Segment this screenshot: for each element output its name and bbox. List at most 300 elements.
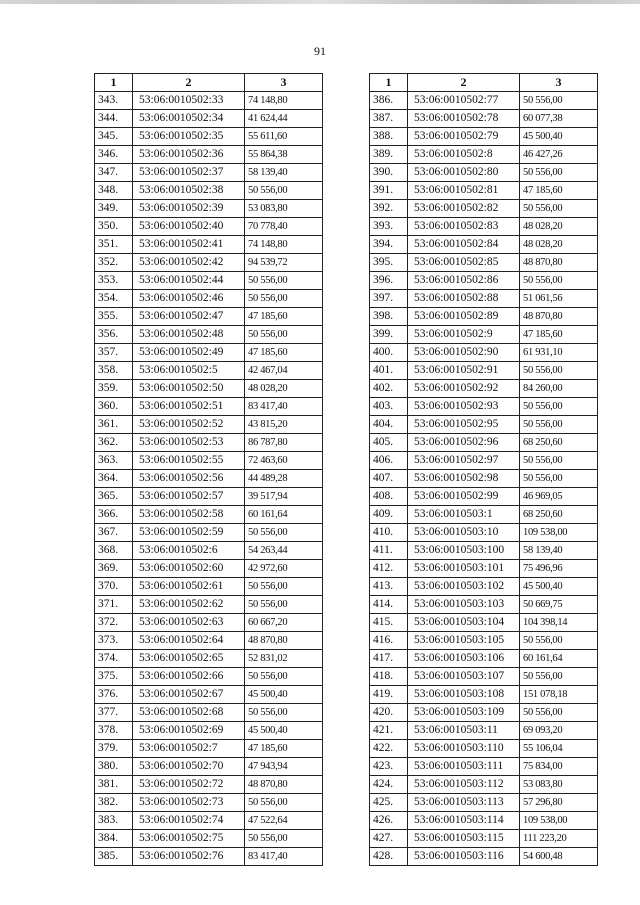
cadastral-number: 53:06:0010503:104 — [408, 614, 520, 632]
row-number: 414. — [370, 596, 408, 614]
value: 47 522,64 — [245, 812, 323, 830]
row-number: 393. — [370, 218, 408, 236]
value: 47 185,60 — [245, 344, 323, 362]
cadastral-number: 53:06:0010502:78 — [408, 110, 520, 128]
row-number: 418. — [370, 668, 408, 686]
cadastral-number: 53:06:0010502:59 — [133, 524, 245, 542]
value: 50 556,00 — [245, 326, 323, 344]
cadastral-number: 53:06:0010502:69 — [133, 722, 245, 740]
value: 41 624,44 — [245, 110, 323, 128]
table-row — [95, 578, 323, 596]
row-number: 385. — [95, 848, 133, 866]
row-number: 367. — [95, 524, 133, 542]
table-row — [370, 326, 598, 344]
table-row — [95, 362, 323, 380]
cadastral-number: 53:06:0010502:47 — [133, 308, 245, 326]
table-row — [370, 488, 598, 506]
table-row — [370, 686, 598, 704]
cadastral-number: 53:06:0010503:113 — [408, 794, 520, 812]
cadastral-number: 53:06:0010502:55 — [133, 452, 245, 470]
table-row — [370, 812, 598, 830]
left-table — [94, 73, 323, 866]
table-row — [370, 614, 598, 632]
value: 54 600,48 — [520, 848, 598, 866]
value: 43 815,20 — [245, 416, 323, 434]
row-number: 365. — [95, 488, 133, 506]
row-number: 411. — [370, 542, 408, 560]
row-number: 391. — [370, 182, 408, 200]
cadastral-number: 53:06:0010503:115 — [408, 830, 520, 848]
row-number: 353. — [95, 272, 133, 290]
table-row — [370, 308, 598, 326]
cadastral-number: 53:06:0010502:8 — [408, 146, 520, 164]
row-number: 419. — [370, 686, 408, 704]
table-row — [95, 128, 323, 146]
value: 58 139,40 — [245, 164, 323, 182]
cadastral-number: 53:06:0010502:48 — [133, 326, 245, 344]
table-row — [370, 578, 598, 596]
value: 55 864,38 — [245, 146, 323, 164]
row-number: 363. — [95, 452, 133, 470]
table-row — [370, 92, 598, 110]
table-row — [95, 308, 323, 326]
table-row — [95, 488, 323, 506]
value: 48 028,20 — [520, 236, 598, 254]
table-row — [95, 740, 323, 758]
cadastral-number: 53:06:0010502:93 — [408, 398, 520, 416]
table-row — [95, 614, 323, 632]
cadastral-number: 53:06:0010503:108 — [408, 686, 520, 704]
cadastral-number: 53:06:0010502:85 — [408, 254, 520, 272]
value: 50 669,75 — [520, 596, 598, 614]
table-row — [95, 92, 323, 110]
value: 68 250,60 — [520, 506, 598, 524]
row-number: 372. — [95, 614, 133, 632]
row-number: 405. — [370, 434, 408, 452]
header-col-1: 1 — [370, 74, 408, 92]
value: 42 972,60 — [245, 560, 323, 578]
row-number: 375. — [95, 668, 133, 686]
cadastral-number: 53:06:0010502:62 — [133, 596, 245, 614]
row-number: 376. — [95, 686, 133, 704]
row-number: 396. — [370, 272, 408, 290]
row-number: 420. — [370, 704, 408, 722]
table-row — [370, 164, 598, 182]
cadastral-number: 53:06:0010502:42 — [133, 254, 245, 272]
table-row — [95, 236, 323, 254]
header-row — [95, 74, 323, 92]
table-row — [370, 416, 598, 434]
table-row — [370, 146, 598, 164]
row-number: 356. — [95, 326, 133, 344]
cadastral-number: 53:06:0010503:109 — [408, 704, 520, 722]
cadastral-number: 53:06:0010502:66 — [133, 668, 245, 686]
cadastral-number: 53:06:0010502:95 — [408, 416, 520, 434]
table-row — [95, 398, 323, 416]
value: 48 870,80 — [245, 776, 323, 794]
table-row — [95, 146, 323, 164]
value: 69 093,20 — [520, 722, 598, 740]
cadastral-number: 53:06:0010502:58 — [133, 506, 245, 524]
table-row — [95, 434, 323, 452]
cadastral-number: 53:06:0010502:33 — [133, 92, 245, 110]
value: 46 427,26 — [520, 146, 598, 164]
row-number: 421. — [370, 722, 408, 740]
table-row — [95, 542, 323, 560]
cadastral-number: 53:06:0010502:79 — [408, 128, 520, 146]
cadastral-number: 53:06:0010502:70 — [133, 758, 245, 776]
value: 46 969,05 — [520, 488, 598, 506]
row-number: 380. — [95, 758, 133, 776]
value: 54 263,44 — [245, 542, 323, 560]
page-number: 91 — [314, 44, 326, 58]
table-row — [370, 560, 598, 578]
cadastral-number: 53:06:0010502:91 — [408, 362, 520, 380]
table-row — [370, 254, 598, 272]
row-number: 415. — [370, 614, 408, 632]
value: 109 538,00 — [520, 524, 598, 542]
value: 52 831,02 — [245, 650, 323, 668]
cadastral-number: 53:06:0010503:11 — [408, 722, 520, 740]
value: 53 083,80 — [245, 200, 323, 218]
row-number: 392. — [370, 200, 408, 218]
value: 50 556,00 — [520, 164, 598, 182]
value: 109 538,00 — [520, 812, 598, 830]
cadastral-number: 53:06:0010502:6 — [133, 542, 245, 560]
value: 72 463,60 — [245, 452, 323, 470]
value: 55 106,04 — [520, 740, 598, 758]
row-number: 343. — [95, 92, 133, 110]
value: 70 778,40 — [245, 218, 323, 236]
cadastral-number: 53:06:0010502:44 — [133, 272, 245, 290]
row-number: 349. — [95, 200, 133, 218]
table-row — [95, 794, 323, 812]
row-number: 408. — [370, 488, 408, 506]
row-number: 360. — [95, 398, 133, 416]
row-number: 361. — [95, 416, 133, 434]
cadastral-number: 53:06:0010502:83 — [408, 218, 520, 236]
value: 50 556,00 — [245, 524, 323, 542]
value: 50 556,00 — [520, 362, 598, 380]
cadastral-number: 53:06:0010503:116 — [408, 848, 520, 866]
row-number: 366. — [95, 506, 133, 524]
table-row — [370, 740, 598, 758]
value: 50 556,00 — [520, 668, 598, 686]
value: 55 611,60 — [245, 128, 323, 146]
value: 48 028,20 — [520, 218, 598, 236]
value: 111 223,20 — [520, 830, 598, 848]
row-number: 407. — [370, 470, 408, 488]
row-number: 357. — [95, 344, 133, 362]
table-row — [370, 272, 598, 290]
row-number: 381. — [95, 776, 133, 794]
cadastral-number: 53:06:0010502:74 — [133, 812, 245, 830]
value: 50 556,00 — [520, 200, 598, 218]
right-table — [369, 73, 598, 866]
cadastral-number: 53:06:0010502:61 — [133, 578, 245, 596]
table-row — [95, 758, 323, 776]
cadastral-number: 53:06:0010502:35 — [133, 128, 245, 146]
table-row — [370, 632, 598, 650]
row-number: 417. — [370, 650, 408, 668]
value: 58 139,40 — [520, 542, 598, 560]
table-row — [370, 650, 598, 668]
row-number: 427. — [370, 830, 408, 848]
table-row — [95, 848, 323, 866]
row-number: 355. — [95, 308, 133, 326]
header-row — [370, 74, 598, 92]
row-number: 397. — [370, 290, 408, 308]
value: 86 787,80 — [245, 434, 323, 452]
table-row — [95, 560, 323, 578]
value: 47 185,60 — [520, 326, 598, 344]
value: 48 870,80 — [520, 254, 598, 272]
cadastral-number: 53:06:0010503:100 — [408, 542, 520, 560]
row-number: 379. — [95, 740, 133, 758]
cadastral-number: 53:06:0010502:72 — [133, 776, 245, 794]
row-number: 398. — [370, 308, 408, 326]
row-number: 374. — [95, 650, 133, 668]
table-row — [95, 470, 323, 488]
cadastral-number: 53:06:0010503:111 — [408, 758, 520, 776]
value: 50 556,00 — [245, 290, 323, 308]
table-row — [370, 848, 598, 866]
value: 39 517,94 — [245, 488, 323, 506]
header-col-2: 2 — [408, 74, 520, 92]
row-number: 413. — [370, 578, 408, 596]
value: 45 500,40 — [245, 686, 323, 704]
table-row — [370, 362, 598, 380]
value: 83 417,40 — [245, 398, 323, 416]
row-number: 346. — [95, 146, 133, 164]
table-row — [370, 434, 598, 452]
row-number: 410. — [370, 524, 408, 542]
value: 60 161,64 — [245, 506, 323, 524]
value: 48 028,20 — [245, 380, 323, 398]
cadastral-number: 53:06:0010502:98 — [408, 470, 520, 488]
table-row — [95, 200, 323, 218]
value: 74 148,80 — [245, 92, 323, 110]
row-number: 371. — [95, 596, 133, 614]
row-number: 350. — [95, 218, 133, 236]
value: 84 260,00 — [520, 380, 598, 398]
row-number: 347. — [95, 164, 133, 182]
cadastral-number: 53:06:0010502:96 — [408, 434, 520, 452]
table-row — [95, 164, 323, 182]
cadastral-number: 53:06:0010502:40 — [133, 218, 245, 236]
row-number: 412. — [370, 560, 408, 578]
row-number: 370. — [95, 578, 133, 596]
value: 53 083,80 — [520, 776, 598, 794]
table-row — [370, 128, 598, 146]
value: 47 185,60 — [245, 308, 323, 326]
cadastral-number: 53:06:0010502:64 — [133, 632, 245, 650]
row-number: 403. — [370, 398, 408, 416]
row-number: 424. — [370, 776, 408, 794]
value: 50 556,00 — [520, 452, 598, 470]
table-row — [370, 722, 598, 740]
table-row — [370, 290, 598, 308]
table-row — [370, 524, 598, 542]
table-row — [370, 596, 598, 614]
cadastral-number: 53:06:0010502:97 — [408, 452, 520, 470]
cadastral-number: 53:06:0010502:68 — [133, 704, 245, 722]
header-col-2: 2 — [133, 74, 245, 92]
cadastral-number: 53:06:0010503:106 — [408, 650, 520, 668]
value: 68 250,60 — [520, 434, 598, 452]
table-row — [95, 218, 323, 236]
row-number: 373. — [95, 632, 133, 650]
cadastral-number: 53:06:0010503:103 — [408, 596, 520, 614]
cadastral-number: 53:06:0010502:49 — [133, 344, 245, 362]
cadastral-number: 53:06:0010502:81 — [408, 182, 520, 200]
row-number: 400. — [370, 344, 408, 362]
table-row — [95, 326, 323, 344]
cadastral-number: 53:06:0010502:46 — [133, 290, 245, 308]
table-row — [370, 830, 598, 848]
cadastral-number: 53:06:0010502:5 — [133, 362, 245, 380]
value: 45 500,40 — [520, 578, 598, 596]
row-number: 358. — [95, 362, 133, 380]
table-row — [95, 830, 323, 848]
cadastral-number: 53:06:0010502:88 — [408, 290, 520, 308]
cadastral-number: 53:06:0010502:84 — [408, 236, 520, 254]
cadastral-number: 53:06:0010502:36 — [133, 146, 245, 164]
row-number: 359. — [95, 380, 133, 398]
value: 60 667,20 — [245, 614, 323, 632]
row-number: 404. — [370, 416, 408, 434]
row-number: 344. — [95, 110, 133, 128]
row-number: 402. — [370, 380, 408, 398]
table-row — [95, 704, 323, 722]
cadastral-number: 53:06:0010502:89 — [408, 308, 520, 326]
value: 50 556,00 — [520, 416, 598, 434]
value: 75 834,00 — [520, 758, 598, 776]
value: 74 148,80 — [245, 236, 323, 254]
row-number: 388. — [370, 128, 408, 146]
table-row — [370, 470, 598, 488]
table-row — [370, 236, 598, 254]
table-row — [370, 668, 598, 686]
row-number: 369. — [95, 560, 133, 578]
row-number: 377. — [95, 704, 133, 722]
table-row — [370, 200, 598, 218]
row-number: 382. — [95, 794, 133, 812]
cadastral-number: 53:06:0010503:1 — [408, 506, 520, 524]
table-row — [370, 344, 598, 362]
header-col-3: 3 — [245, 74, 323, 92]
value: 44 489,28 — [245, 470, 323, 488]
table-row — [95, 272, 323, 290]
row-number: 354. — [95, 290, 133, 308]
table-row — [95, 668, 323, 686]
table-row — [370, 506, 598, 524]
row-number: 368. — [95, 542, 133, 560]
row-number: 425. — [370, 794, 408, 812]
value: 50 556,00 — [245, 830, 323, 848]
value: 47 185,60 — [245, 740, 323, 758]
value: 51 061,56 — [520, 290, 598, 308]
cadastral-number: 53:06:0010502:67 — [133, 686, 245, 704]
row-number: 406. — [370, 452, 408, 470]
cadastral-number: 53:06:0010502:50 — [133, 380, 245, 398]
table-row — [95, 776, 323, 794]
cadastral-number: 53:06:0010502:7 — [133, 740, 245, 758]
table-row — [95, 182, 323, 200]
cadastral-number: 53:06:0010502:39 — [133, 200, 245, 218]
value: 104 398,14 — [520, 614, 598, 632]
row-number: 428. — [370, 848, 408, 866]
table-row — [370, 758, 598, 776]
row-number: 352. — [95, 254, 133, 272]
value: 94 539,72 — [245, 254, 323, 272]
cadastral-number: 53:06:0010502:82 — [408, 200, 520, 218]
table-row — [95, 110, 323, 128]
table-row — [95, 650, 323, 668]
cadastral-number: 53:06:0010502:52 — [133, 416, 245, 434]
cadastral-number: 53:06:0010503:112 — [408, 776, 520, 794]
value: 83 417,40 — [245, 848, 323, 866]
value: 151 078,18 — [520, 686, 598, 704]
row-number: 394. — [370, 236, 408, 254]
value: 47 943,94 — [245, 758, 323, 776]
header-col-3: 3 — [520, 74, 598, 92]
cadastral-number: 53:06:0010503:101 — [408, 560, 520, 578]
value: 57 296,80 — [520, 794, 598, 812]
cadastral-number: 53:06:0010503:10 — [408, 524, 520, 542]
cadastral-number: 53:06:0010503:107 — [408, 668, 520, 686]
value: 50 556,00 — [245, 794, 323, 812]
table-row — [95, 632, 323, 650]
value: 47 185,60 — [520, 182, 598, 200]
value: 50 556,00 — [245, 596, 323, 614]
value: 50 556,00 — [245, 704, 323, 722]
cadastral-number: 53:06:0010502:41 — [133, 236, 245, 254]
value: 48 870,80 — [520, 308, 598, 326]
cadastral-number: 53:06:0010502:75 — [133, 830, 245, 848]
cadastral-number: 53:06:0010502:51 — [133, 398, 245, 416]
value: 50 556,00 — [245, 272, 323, 290]
value: 60 077,38 — [520, 110, 598, 128]
cadastral-number: 53:06:0010502:65 — [133, 650, 245, 668]
row-number: 426. — [370, 812, 408, 830]
table-row — [95, 506, 323, 524]
value: 50 556,00 — [520, 704, 598, 722]
table-row — [95, 686, 323, 704]
table-row — [95, 812, 323, 830]
table-row — [370, 704, 598, 722]
value: 50 556,00 — [520, 470, 598, 488]
row-number: 422. — [370, 740, 408, 758]
cadastral-number: 53:06:0010502:76 — [133, 848, 245, 866]
table-row — [370, 398, 598, 416]
cadastral-number: 53:06:0010503:114 — [408, 812, 520, 830]
row-number: 395. — [370, 254, 408, 272]
row-number: 362. — [95, 434, 133, 452]
value: 45 500,40 — [245, 722, 323, 740]
row-number: 378. — [95, 722, 133, 740]
cadastral-number: 53:06:0010503:110 — [408, 740, 520, 758]
cadastral-number: 53:06:0010503:105 — [408, 632, 520, 650]
cadastral-number: 53:06:0010502:38 — [133, 182, 245, 200]
table-row — [95, 722, 323, 740]
table-row — [95, 452, 323, 470]
table-row — [370, 542, 598, 560]
row-number: 351. — [95, 236, 133, 254]
cadastral-number: 53:06:0010502:80 — [408, 164, 520, 182]
table-row — [95, 344, 323, 362]
row-number: 348. — [95, 182, 133, 200]
